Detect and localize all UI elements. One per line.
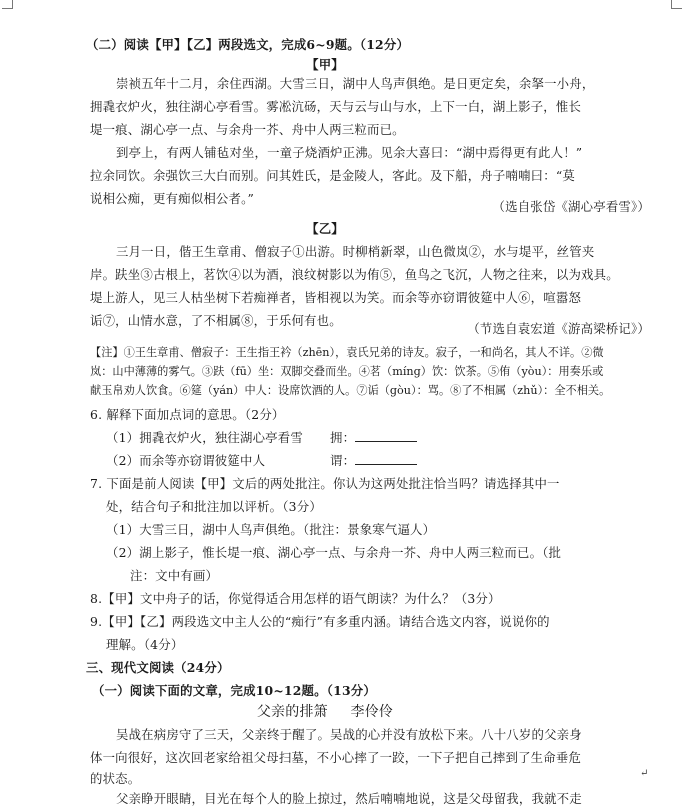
question-6-answer-2[interactable] xyxy=(330,452,417,470)
question-9-line: 9.【甲】【乙】两段选文中主人公的“痴行”有多重内涵。请结合选文内容，说说你的 xyxy=(90,614,550,629)
passage-yi-line: 堤上游人，见三人枯坐树下若痴禅者，皆相视以为笑。而余等亦窃谓彼筵中人⑥，喧嚣怒 xyxy=(90,290,582,305)
passage-yi-line: 诟⑦，山情水意，了不相属⑧，于乐何有也。 xyxy=(90,313,342,328)
section-heading: （二）阅读【甲】【乙】两段选文，完成6~9题。（12分） xyxy=(86,37,410,52)
article-title: 父亲的排箫 xyxy=(256,704,328,720)
section-3-heading: 三、现代文阅读（24分） xyxy=(86,660,230,675)
passage-jia-source: （选自张岱《湖心亭看雪》） xyxy=(492,199,650,214)
answer-blank-icon xyxy=(355,429,417,442)
corner-crop-mark-right xyxy=(671,0,682,9)
passage-yi-label: 【乙】 xyxy=(306,221,344,236)
article-paragraph-line: 父亲睁开眼睛，目光在每个人的脸上掠过，然后喃喃地说，这是父母留我，我就不走 xyxy=(116,791,582,806)
question-8: 8.【甲】文中舟子的话，你觉得适合用怎样的语气朗读？为什么？（3分） xyxy=(90,591,501,606)
passage-yi-line: 三月一日，偕王生章甫、僧寂子①出游。时柳梢新翠，山色微岚②，水与堤平，丝管夹 xyxy=(116,244,595,259)
return-arrow-icon: ↵ xyxy=(640,768,649,779)
passage-jia-line: 崇祯五年十二月，余住西湖。大雪三日，湖中人鸟声俱绝。是日更定矣，余拏一小舟， xyxy=(116,76,595,91)
section-3-sub-heading: （一）阅读下面的文章，完成10~12题。（13分） xyxy=(92,683,376,698)
question-6-stem: 6. 解释下面加点词的意思。（2分） xyxy=(90,407,285,422)
article-paragraph-line: 的状态。 xyxy=(90,771,141,786)
article-paragraph-line: 吴战在病房守了三天，父亲终于醒了。吴战的心并没有放松下来。八十八岁的父亲身 xyxy=(116,727,582,742)
passage-jia-line: 拥毳衣炉火，独往湖心亭看雪。雾凇沆砀，天与云与山与水，上下一白，湖上影子，惟长 xyxy=(90,99,582,114)
passage-jia-line: 堤一痕、湖心亭一点、与余舟一芥、舟中人两三粒而已。 xyxy=(90,122,405,137)
article-paragraph-line: 体一向很好，这次回老家给祖父母扫墓，不小心摔了一跤，一下子把自己摔到了生命垂危 xyxy=(90,750,582,765)
passage-jia-line: 说相公痴，更有痴似相公者。” xyxy=(90,191,255,206)
article-title-row xyxy=(90,703,560,721)
notes-line: 【注】①王生章甫、僧寂子：王生指王衿（zhēn），袁氏兄弟的诗友。寂子，一和尚名，其人不详。②微 xyxy=(90,346,604,359)
passage-jia-line: 到亭上，有两人铺毡对坐，一童子烧酒炉正沸。见余大喜曰：“湖中焉得更有此人！” xyxy=(116,145,583,160)
question-9-line: 理解。（4分） xyxy=(106,637,184,652)
notes-line: 岚：山中薄薄的雾气。③趺（fū）坐：双脚交叠而坐。④茗（míng）饮：饮茶。⑤侑（yòu）：用奏乐或 xyxy=(90,365,604,378)
question-7-item-2-cont: 注：文中有画） xyxy=(130,568,219,583)
answer-blank-icon xyxy=(355,452,417,465)
question-7-line: 7. 下面是前人阅读【甲】文后的两处批注。你认为这两处批注恰当吗？请选择其中一 xyxy=(90,476,560,491)
passage-jia-line: 拉余同饮。余强饮三大白而别。问其姓氏，是金陵人，客此。及下船，舟子喃喃曰：“莫 xyxy=(90,168,575,183)
passage-yi-line: 岸。趺坐③古根上，茗饮④以为酒，浪纹树影以为侑⑤，鱼鸟之飞沉，人物之往来，以为戏具。 xyxy=(90,267,619,282)
passage-yi-source: （节选自袁宏道《游高梁桥记》） xyxy=(467,321,650,336)
question-6-word-1: 拥： xyxy=(330,430,356,445)
passage-jia-label: 【甲】 xyxy=(306,57,344,72)
question-6-item-2: （2）而余等亦窃谓彼筵中人 xyxy=(106,453,266,468)
question-6-item-1: （1）拥毳衣炉火，独往湖心亭看雪 xyxy=(106,430,303,445)
notes-line: 献玉帛劝人饮食。⑥筵（yán）中人：设席饮酒的人。⑦诟（gòu）：骂。⑧了不相属（zhǔ）：全不相关。 xyxy=(90,384,611,397)
question-7-item-1: （1）大雪三日，湖中人鸟声俱绝。（批注：景象寒气逼人） xyxy=(106,522,436,537)
question-7-item-2: （2）湖上影子，惟长堤一痕、湖心亭一点、与余舟一芥、舟中人两三粒而已。（批 xyxy=(106,545,562,560)
question-7-line: 处，结合句子和批注加以评析。（3分） xyxy=(106,499,322,514)
question-6-answer-1[interactable] xyxy=(330,429,417,447)
question-6-word-2: 谓： xyxy=(330,453,356,468)
corner-crop-mark-left xyxy=(2,0,13,9)
article-author: 李伶伶 xyxy=(350,704,394,720)
